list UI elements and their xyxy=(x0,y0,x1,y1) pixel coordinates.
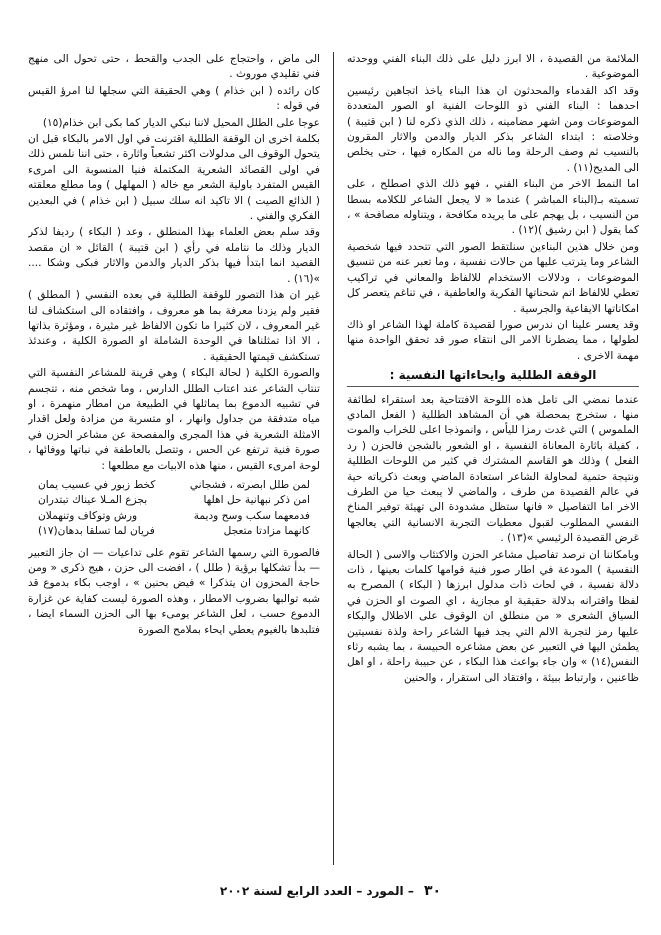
hemistich: لمن طلل ابصرته ، فشجاني xyxy=(189,478,310,491)
hemistich: فدمعهما سكب وسح وديمة xyxy=(193,509,310,522)
hemistich: كخط زبور في عسيب يمان xyxy=(38,478,156,491)
hemistich: امن ذكر نبهانية حل اهلها xyxy=(203,494,310,507)
right-column xyxy=(347,52,639,867)
paragraph: والصورة الكلية ( لحالة البكاء ) وهي قرينة للمشاعر النفسية التي تنتاب الشاعر عند اعتاب الطلل الدارس ، وما شخص منه ، تتجسم في تشبيه الدموع بما يماثلها في الطبيعة من امطار منهمرة ، او مياه متدفقة من جداول وانهار ، او متسربة من مزادة ولعل اقدار الامثلة الشعرية في هذا المجرى والمفصحة عن مشاعر الحزن في صورة فنية ترتفع عن الحس ، وتتصل بالعاطفة في نباتها ووفائها ، لوحة امرىء القيس ، منها هذه الابيات مع مطلعها : xyxy=(28,367,320,472)
verse-line xyxy=(28,493,320,508)
hemistich: ورش وتوكاف وتنهملان xyxy=(38,509,138,522)
left-column xyxy=(28,52,320,867)
section-heading: الوقفة الطللية وايحاءاتها النفسية : xyxy=(347,368,639,386)
journal-issue: المورد – العدد الرابع لسنة ٢٠٠٢ xyxy=(219,884,404,898)
paragraph: ومن خلال هذين البناءين سنلتقط الصور التي تتحدد فيها شخصية الشاعر وما يترتب عليها من حالات نفسية ، وما تعبر عنه من تنسيق الموضوعات ، ودلالات الاستخدام للالفاظ والمعاني في تراكيب تعطي للالفاظ اتم شحناتها الفكرية والعاطفية ، في تناغم يتعصر كل امكاناتها الايقاعية والجرسية . xyxy=(347,240,639,315)
hemistich: كانهما مزادتا متعجل xyxy=(223,525,310,538)
verse-quote: عوجا على الطلل المحيل لاننا نبكي الديار كما بكى ابن خذام(١٥) xyxy=(42,116,320,129)
paragraph: كان رائده ( ابن خذام ) وهي الحقيقة التي سجلها لنا امرؤ القيس في قوله : xyxy=(28,84,320,113)
paragraph: اما النمط الاخر من البناء الفني ، فهو ذلك الذي اصطلح ، على تسميته بـ(البناء المباشر ) عندما « لا يجعل الشاعر للكلامه بسطا من النسيب ، بل يهجم على ما يريده مكافحة ، ويتناوله مصافحة » ، كما يقول ( ابن رشيق )(١٢) . xyxy=(347,178,639,237)
paragraph: فالصورة التي رسمها الشاعر تقوم على تداعيات — ان جاز التعبير — بدأ تشكلها برؤية ( طلل ) ، افضت الى حزن ، هيج ذكرى « ومن حاجة المحزون ان يتذكرا » فيض بحنين » ، اوجب بكاء بدموع قد شبه توالبها بضروب الامطار ، وهذه الصورة ليست كفاية عن غزارة الدموع حسب ، لعل الشاعر يومىء بها الى الحزن السماء ايضا ، فتلبدها بالغيوم يعطي ايحاء بملامح الصورة xyxy=(28,546,320,636)
paragraph: وقد سلم بعض العلماء بهذا المنطلق ، وعد ( البكاء ) رديفا لذكر الديار وذلك ما نتامله في رأي ( ابن قتيبة ) القائل « ان مقصد القصيد انما ابتدأ فيها بذكر الديار والدمن والاثار فبكى وشكا .... »(١٦) . xyxy=(28,226,320,285)
paragraph: الملائمة من القصيدة ، الا ابرز دليل على ذلك البناء الفني ووحدته الموضوعية . xyxy=(347,53,639,81)
paragraph: وبامكاننا ان نرصد تفاصيل مشاعر الحزن والاكتئاب والاسى ( الحالة النفسية ) المودعة في اطار صور فنية قوامها كلمات بعينها ، ذات دلالة نفسية ، في لحات ذات مدلول ابرزها ( البكاء ) المصرح به لفظا واقترانه بدلالة حقيقية او مجازية ، اي الصوت او الحزن في السياق الشعرى « من منطلق ان الوقوف على الاطلال والبكاء عليها رمز لتجربة الالم التي يجد فيها الشاعر راحة ولذة نفسيتين يطمئن اليها في التعبير عن بعض مشاعره الحبيسة ، بما يشبه رثاء النفس(١٤) » وان جاء بواعث هذا البكاء ، عن حبيبة راحلة ، او اهل ظاعنين ، وارتباط ببيئة ، وافتقاد الى استقرار ، والحنين xyxy=(347,548,639,684)
verse-line xyxy=(28,524,320,539)
hemistich: فريان لما تسلقا بدهان(١٧) xyxy=(38,525,155,538)
verse-line xyxy=(28,509,320,524)
paragraph: بكلمة اخرى ان الوقفة الطللية اقترنت في اول الامر بالبكاء قبل ان يتحول الوقوف الى مدلولات اكثر تشعباً واثارة ، حتى اننا نلمس ذلك في اولى القصائد الشعرية المكتملة فنيا المنسوبة الى امرىء القيس المتفرد باولية الشعر مع خاله ( المهلهل ) وما مطلع معلقته ( الذائع الصيت ) الا تاكيد انه سلك سبيل ( ابن خذام ) في البعدين الفكري والفني . xyxy=(28,133,320,223)
verse-line xyxy=(28,478,320,493)
paragraph: غير ان هذا التصور للوقفة الطللية في بعده النفسي ( المطلق ) فقير ولم يزدنا معرفة بما هو معروف ، وافتقاده الى استكشاف لنا غير المعروف ، لان كثيرا ما تكون الالفاظ غير مثيرة ، ومؤثرة بذاتها ، الا اذا تمثلناها في الوحدة الشاملة او الصورة الكلية ، وعندئذ تستكشف قيمتها الحقيقية . xyxy=(28,289,320,363)
footer-dash: – xyxy=(407,884,414,898)
paragraph: الى ماض ، واحتجاج على الجدب والقحط ، حتى تحول الى منهج فني تقليدي موروث . xyxy=(28,53,320,81)
hemistich: بجزع المـلا عيناك تبتدران xyxy=(38,494,148,507)
paragraph: وقد اكد القدماء والمحدثون ان هذا البناء ياخذ اتجاهين رئيسين احدهما : البناء الفني ذو اللوحات الفنية او الصور المتعددة الموضوعات ومن اشهر مضامينه ، ذلك الذي ذكره لنا ( ابن قتيبة ) وخلاصته : ابتداء الشاعر بذكر الديار والدمن والاثار المقرون بالنسيب ثم وصف الرحلة وما ناله من المكاره فيها ، حتى يخلص الى المديح(١١) . xyxy=(347,84,639,174)
page-number: ٣٠ xyxy=(424,883,442,899)
paragraph: وقد يعسر علينا ان ندرس صورا لقصيدة كاملة لهذا الشاعر او ذاك لطولها ، مما يضطرنا الامر الى انتقاء صور قد تحقق الواحدة منها مهمة الاخرى . xyxy=(347,318,639,362)
paragraph: عندما نمضي الى تامل هذه اللوحة الافتتاحية بعد استقراء لطائفة منها ، ستخرج بمحصلة هي أن المشاهد الطللية ( الفعل المادي الملموس ) التي غدت رمزا لليأس ، وانموذجا اعلى للخراب والموت ، كفيلة باثارة المعاناة النفسية ، او الشعور بالشجن فالحزن ( رد الفعل ) وذلك هو القاسم المشترك في كثير من اللوحات الطللية ونتيجة حتمية لمحاولة الشاعر استعادة الماضي وبعث ذكرياته حية في عالم القصيدة من طرف ، والماضي لا يبعث حيا من الطرف الاخر اما التفاصيل « فانها ستظل مشدودة الى تهيئة توفير المناخ النفسي المطلوب لقبول معطيات التجربة الانسانية التي يعالجها غرض القصيدة الرئيسي »(١٣) . xyxy=(347,393,639,545)
column-divider xyxy=(333,52,334,865)
page-footer xyxy=(0,883,661,899)
poem-verses xyxy=(28,478,320,540)
